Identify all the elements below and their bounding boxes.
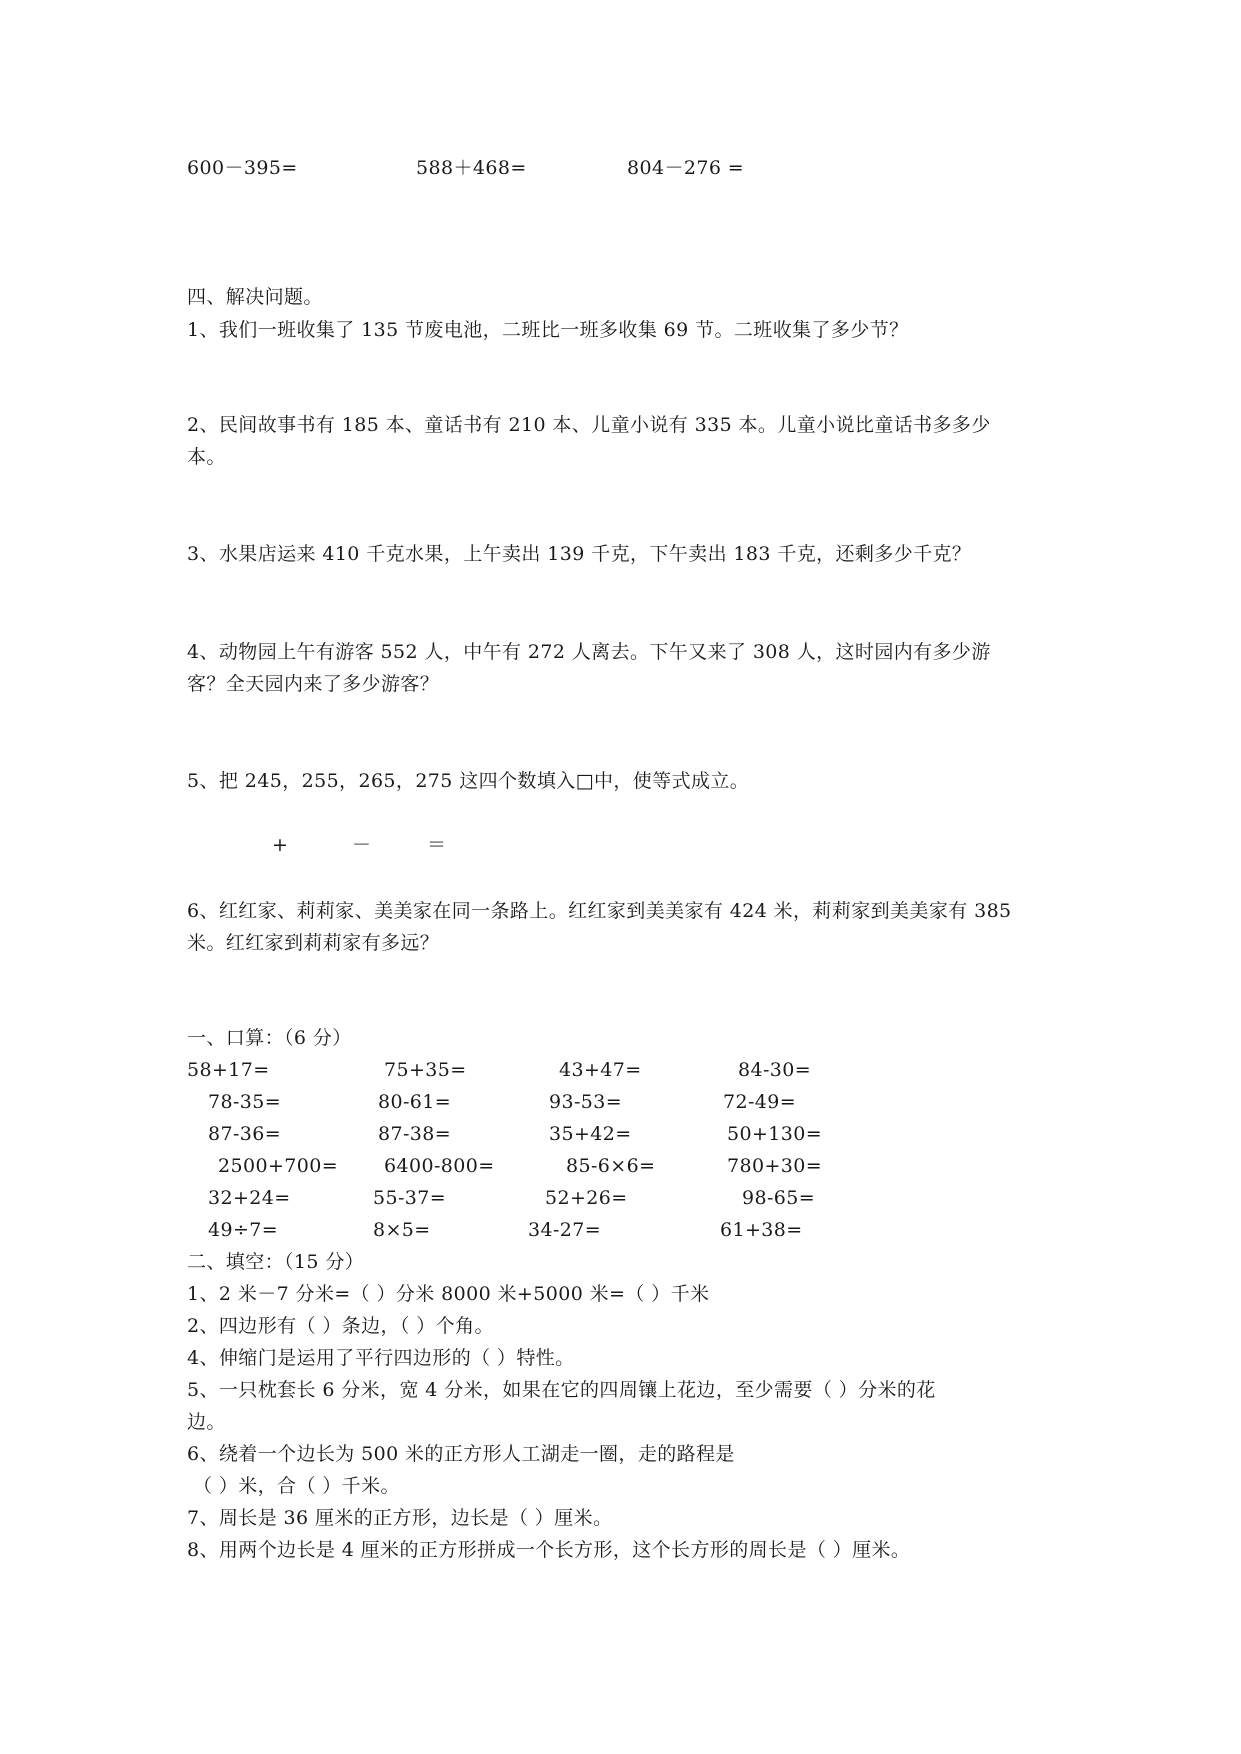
- calc-item: 804－276 =: [627, 157, 745, 179]
- plus-sign: +: [272, 834, 288, 856]
- calc-item: 61+38=: [720, 1219, 803, 1241]
- calc-item: 43+47=: [559, 1059, 642, 1081]
- problem-1: 1、我们一班收集了 135 节废电池，二班比一班多收集 69 节。二班收集了多少节？: [187, 319, 909, 341]
- calc-item: 588＋468=: [416, 157, 527, 179]
- problem-5: 5、把 245，255，265，275 这四个数填入□中，使等式成立。: [187, 770, 750, 792]
- problem-6-line-2: 米。红红家到莉莉家有多远？: [187, 932, 440, 954]
- calc-item: 85-6×6=: [566, 1155, 656, 1177]
- fill-blank-item: 7、周长是 36 厘米的正方形，边长是（ ）厘米。: [187, 1507, 613, 1529]
- calc-item: 50+130=: [727, 1123, 823, 1145]
- fill-blank-item: 2、四边形有（ ）条边，（ ）个角。: [187, 1315, 494, 1337]
- calc-item: 87-36=: [208, 1123, 282, 1145]
- calc-item: 84-30=: [738, 1059, 812, 1081]
- calc-item: 600－395=: [187, 157, 298, 179]
- section-heading: 一、口算：（6 分）: [187, 1027, 352, 1049]
- calc-item: 35+42=: [549, 1123, 632, 1145]
- fill-blank-item: 1、2 米－7 分米=（ ）分米 8000 米+5000 米=（ ）千米: [187, 1283, 710, 1305]
- problem-4-line-2: 客？全天园内来了多少游客？: [187, 673, 440, 695]
- calc-item: 87-38=: [378, 1123, 452, 1145]
- fill-blank-item: （ ）米，合（ ）千米。: [193, 1475, 400, 1497]
- calc-item: 55-37=: [373, 1187, 447, 1209]
- calc-item: 32+24=: [208, 1187, 291, 1209]
- calc-item: 34-27=: [528, 1219, 602, 1241]
- calc-item: 75+35=: [384, 1059, 467, 1081]
- fill-blank-item: 6、绕着一个边长为 500 米的正方形人工湖走一圈，走的路程是: [187, 1443, 735, 1465]
- minus-sign: －: [352, 834, 372, 856]
- problem-2-line-1: 2、民间故事书有 185 本、童话书有 210 本、儿童小说有 335 本。儿童小说比童话书多多少: [187, 414, 991, 436]
- calc-item: 49÷7=: [208, 1219, 279, 1241]
- calc-item: 80-61=: [378, 1091, 452, 1113]
- calc-item: 58+17=: [187, 1059, 270, 1081]
- section-heading: 二、填空：（15 分）: [187, 1251, 365, 1273]
- section-heading: 四、解决问题。: [187, 286, 323, 308]
- fill-blank-item: 4、伸缩门是运用了平行四边形的（ ）特性。: [187, 1347, 575, 1369]
- problem-2-line-2: 本。: [187, 446, 226, 468]
- calc-item: 2500+700=: [218, 1155, 339, 1177]
- problem-6-line-1: 6、红红家、莉莉家、美美家在同一条路上。红红家到美美家有 424 米，莉莉家到美美家有 385: [187, 900, 1012, 922]
- fill-blank-item: 5、一只枕套长 6 分米，宽 4 分米，如果在它的四周镶上花边，至少需要（ ）分米的花: [187, 1379, 936, 1401]
- problem-3: 3、水果店运来 410 千克水果，上午卖出 139 千克，下午卖出 183 千克，还剩多少千克？: [187, 543, 972, 565]
- calc-item: 72-49=: [723, 1091, 797, 1113]
- calc-item: 780+30=: [727, 1155, 823, 1177]
- calc-item: 78-35=: [208, 1091, 282, 1113]
- problem-4-line-1: 4、动物园上午有游客 552 人，中午有 272 人离去。下午又来了 308 人，这时园内有多少游: [187, 641, 991, 663]
- equals-sign: ＝: [427, 834, 447, 856]
- calc-item: 52+26=: [545, 1187, 628, 1209]
- fill-blank-item: 8、用两个边长是 4 厘米的正方形拼成一个长方形，这个长方形的周长是（ ）厘米。: [187, 1539, 911, 1561]
- calc-item: 6400-800=: [384, 1155, 495, 1177]
- calc-item: 98-65=: [742, 1187, 816, 1209]
- fill-blank-item: 边。: [187, 1411, 226, 1433]
- calc-item: 93-53=: [549, 1091, 623, 1113]
- calc-item: 8×5=: [373, 1219, 431, 1241]
